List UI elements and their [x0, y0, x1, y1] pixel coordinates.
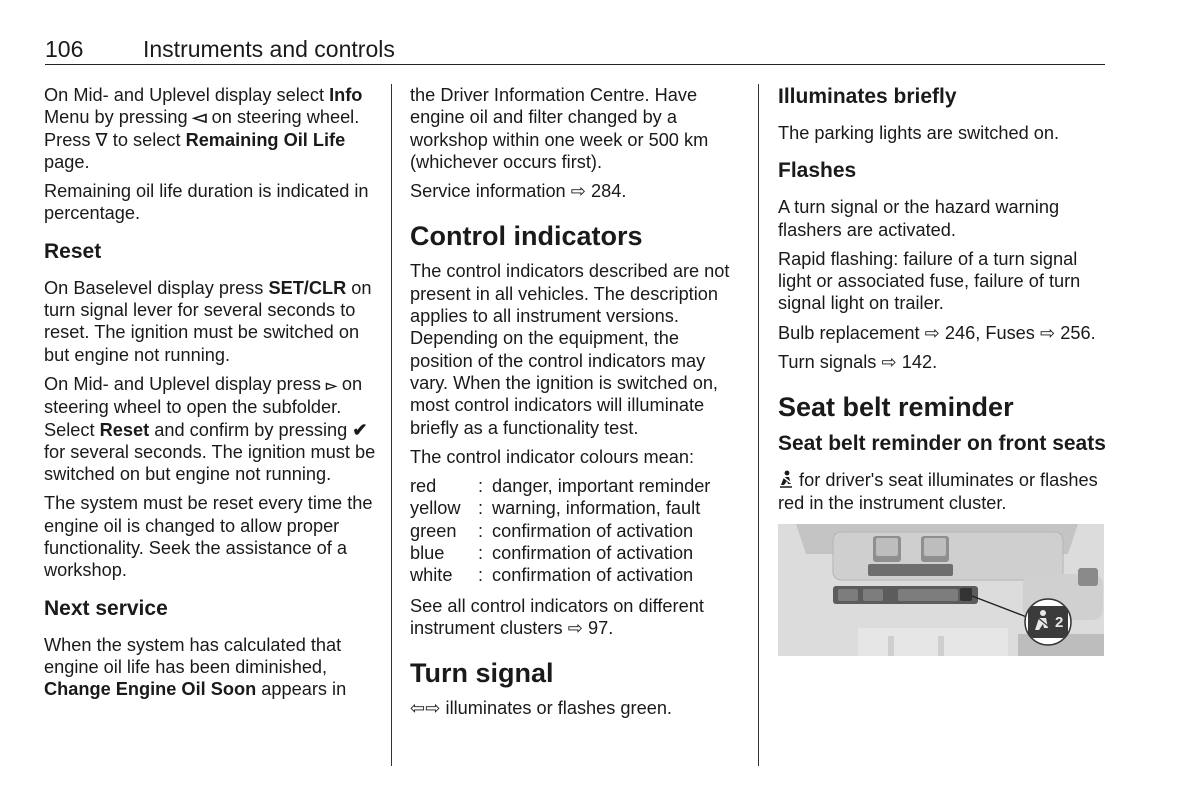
- table-row: green : confirmation of activation: [410, 520, 694, 541]
- page-header: [45, 34, 1105, 65]
- paragraph: Rapid flashing: failure of a turn signal light or associated fuse, failure of turn signal light on trailer.: [778, 248, 1081, 314]
- column-divider-1: [391, 84, 392, 766]
- paragraph: The control indicators described are not present in all vehicles. The description applies to all instrument versions. Depending on the equipment, the position of the control indicators may vary. When the ignition is switched on, most control indicators will illuminate briefly as a functionality test.: [410, 261, 730, 438]
- page-title: Instruments and controls: [143, 36, 395, 62]
- heading-flashes: Flashes: [778, 159, 857, 183]
- column-2: [410, 84, 745, 727]
- checkmark-icon: ✔: [352, 419, 368, 440]
- seatbelt-icon: [778, 470, 794, 488]
- console-illustration: [778, 524, 1104, 656]
- paragraph: Bulb replacement ⇨ 246, Fuses ⇨ 256.: [778, 322, 1096, 343]
- page-number: 106: [45, 36, 84, 62]
- table-row: yellow : warning, information, fault: [410, 498, 701, 519]
- paragraph: The parking lights are switched on.: [778, 123, 1060, 143]
- paragraph: ⇦⇨ illuminates or flashes green.: [410, 698, 672, 719]
- reference-arrow-icon: ⇨: [1039, 322, 1056, 343]
- paragraph: The control indicator colours mean:: [410, 446, 695, 467]
- heading-seat-belt-reminder: Seat belt reminder: [778, 392, 1014, 423]
- column-divider-2: [758, 84, 759, 766]
- heading-seat-belt-front: Seat belt reminder on front seats: [778, 432, 1106, 456]
- paragraph: On Mid- and Uplevel display press ▻ on steering wheel to open the subfolder. Select Reset and confirm by pressing ✔ for several seconds. The ignition must be switched on but engine not running.: [44, 373, 376, 485]
- heading-control-indicators: Control indicators: [410, 221, 643, 252]
- table-row: red : danger, important reminder: [410, 476, 711, 497]
- paragraph: Service information ⇨ 284.: [410, 181, 627, 202]
- heading-turn-signal: Turn signal: [410, 658, 554, 689]
- right-triangle-icon: ▻: [326, 376, 337, 393]
- column-3: [778, 84, 1108, 656]
- overhead-console-photo: [778, 524, 1104, 656]
- paragraph: Turn signals ⇨ 142.: [778, 352, 938, 373]
- column-1: [44, 84, 379, 708]
- reference-arrow-icon: ⇨: [881, 352, 897, 373]
- paragraph: for driver's seat illuminates or flashes red in the instrument cluster.: [778, 470, 1098, 513]
- reference-arrow-icon: ⇨: [924, 322, 940, 343]
- reference-arrow-icon: ⇨: [567, 617, 583, 638]
- heading-illuminates-briefly: Illuminates briefly: [778, 85, 957, 108]
- paragraph: On Mid- and Uplevel display select Info Menu by pressing ◅ on steering wheel. Press ∇ to select Remaining Oil Life page.: [44, 85, 363, 172]
- paragraph: When the system has calculated that engine oil life has been diminished, Change Engine Oil Soon appears in: [44, 634, 347, 700]
- down-triangle-icon: ∇: [95, 129, 108, 150]
- table-row: blue : confirmation of activation: [410, 543, 694, 564]
- paragraph: A turn signal or the hazard warning flashers are activated.: [778, 197, 1060, 240]
- left-triangle-icon: ◅: [192, 107, 207, 128]
- paragraph: See all control indicators on different instrument clusters ⇨ 97.: [410, 595, 704, 638]
- paragraph: the Driver Information Centre. Have engine oil and filter changed by a workshop within one week or 500 km (whichever occurs first).: [410, 85, 709, 172]
- table-row: white : confirmation of activation: [410, 565, 694, 586]
- reference-arrow-icon: ⇨: [570, 181, 586, 202]
- paragraph: The system must be reset every time the engine oil is changed to allow proper functionality. Seek the assistance of a workshop.: [44, 493, 373, 581]
- turn-signal-icon: ⇦⇨: [410, 698, 441, 719]
- callout-label: 2: [1055, 613, 1064, 631]
- heading-next-service: Next service: [44, 596, 168, 620]
- paragraph: On Baselevel display press SET/CLR on turn signal lever for several seconds to reset. The ignition must be switched on but engine not running.: [44, 277, 372, 365]
- heading-reset: Reset: [44, 239, 102, 263]
- colour-table: [410, 475, 710, 586]
- paragraph: Remaining oil life duration is indicated in percentage.: [44, 181, 369, 224]
